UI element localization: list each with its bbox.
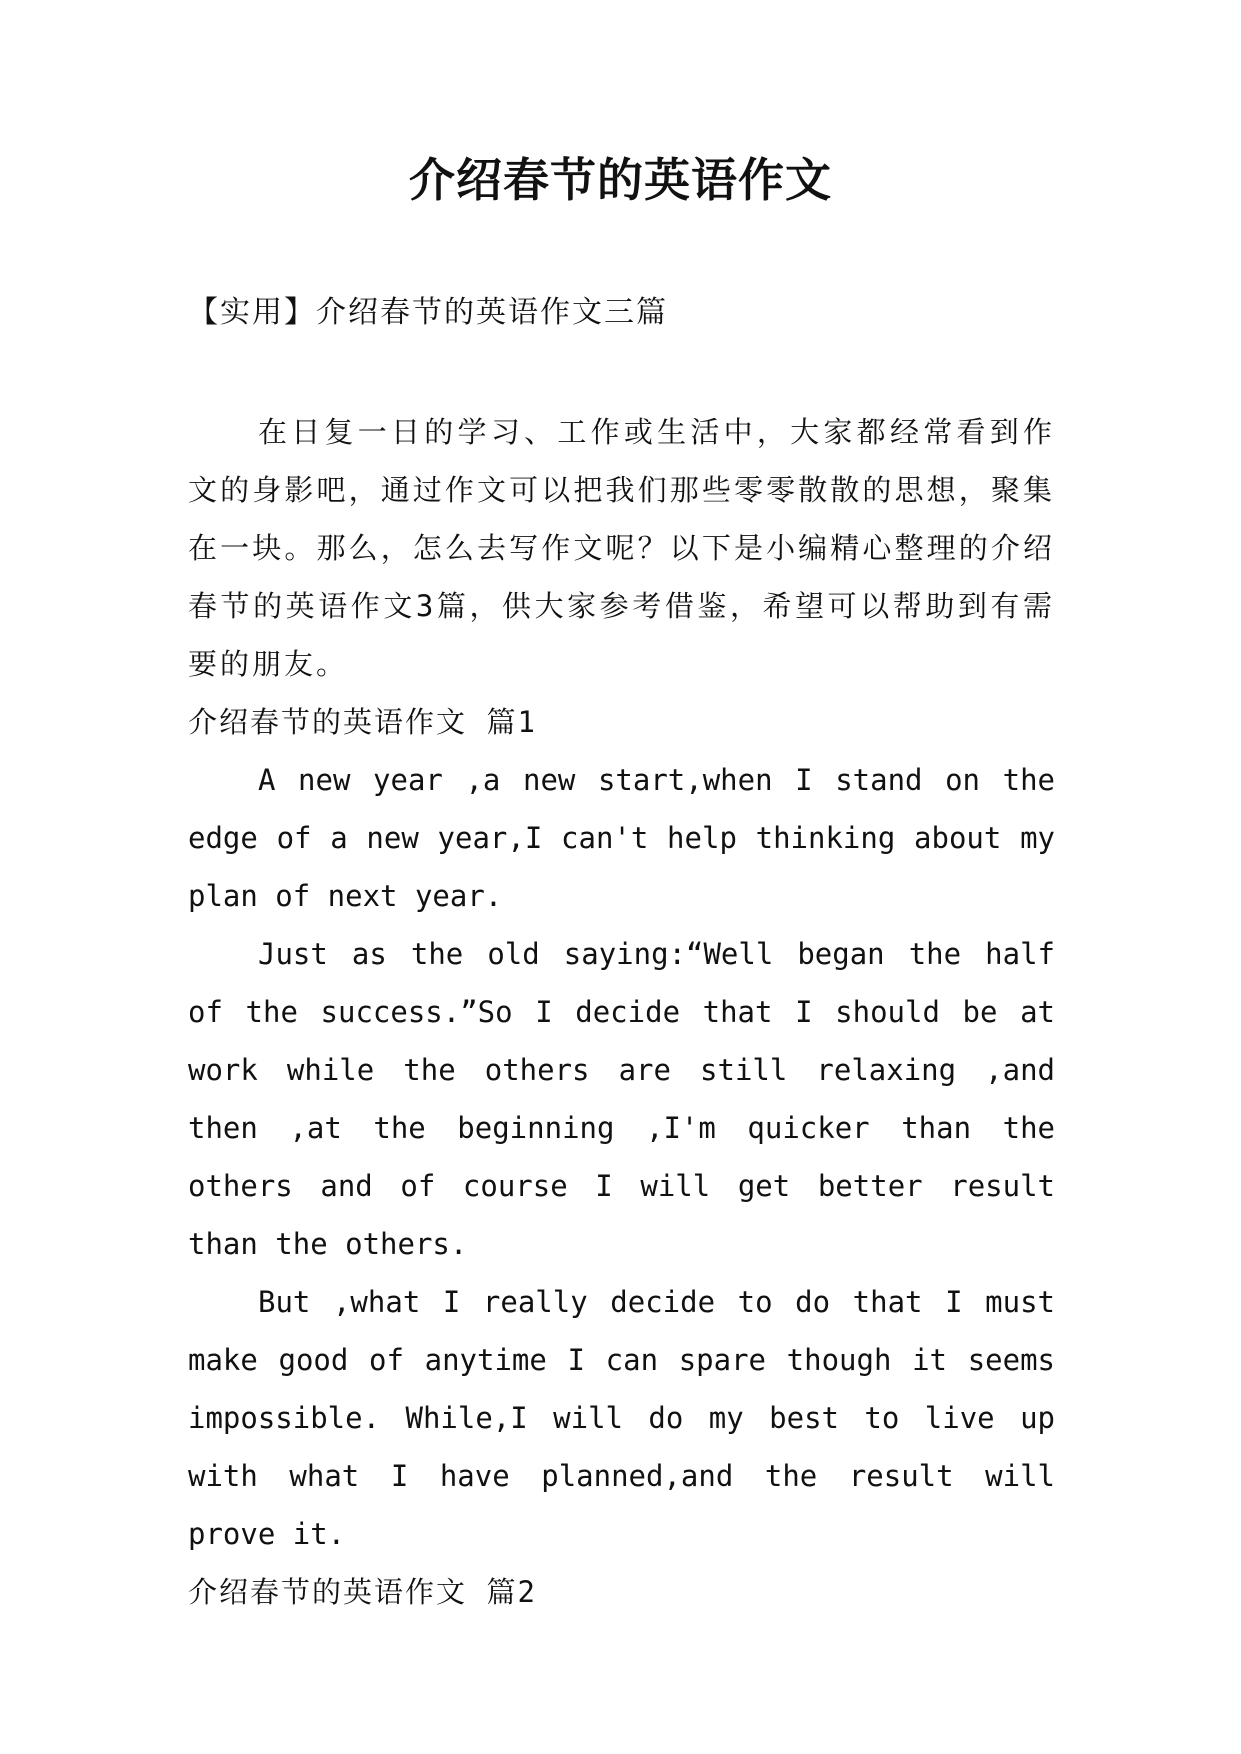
section-1-paragraph-3: But ,what I really decide to do that I must make good of anytime I can spare though it seems impossible. While,I will do my best to live up with what I have planned,and the result will prove it.	[188, 1285, 1055, 1551]
section-1-paragraph-1: A new year ,a new start,when I stand on the edge of a new year,I can't help thinking about my plan of next year.	[188, 763, 1055, 913]
document-title: 介绍春节的英语作文	[409, 153, 832, 207]
document-subtitle: 【实用】介绍春节的英语作文三篇	[188, 295, 668, 330]
section-1-paragraph-2: Just as the old saying:“Well began the half of the success.”So I decide that I should be at work while the others are still relaxing ,and then ,at the beginning ,I'm quicker than the others and of course I will get better result than the others.	[188, 937, 1055, 1261]
document-body	[188, 403, 1055, 1621]
section-2-heading: 介绍春节的英语作文 篇2	[188, 1575, 537, 1609]
intro-paragraph: 在日复一日的学习、工作或生活中，大家都经常看到作文的身影吧，通过作文可以把我们那些零零散散的思想，聚集在一块。那么，怎么去写作文呢？以下是小编精心整理的介绍春节的英语作文3篇，供大家参考借鉴，希望可以帮助到有需要的朋友。	[188, 415, 1055, 681]
section-1-heading: 介绍春节的英语作文 篇1	[188, 705, 537, 739]
